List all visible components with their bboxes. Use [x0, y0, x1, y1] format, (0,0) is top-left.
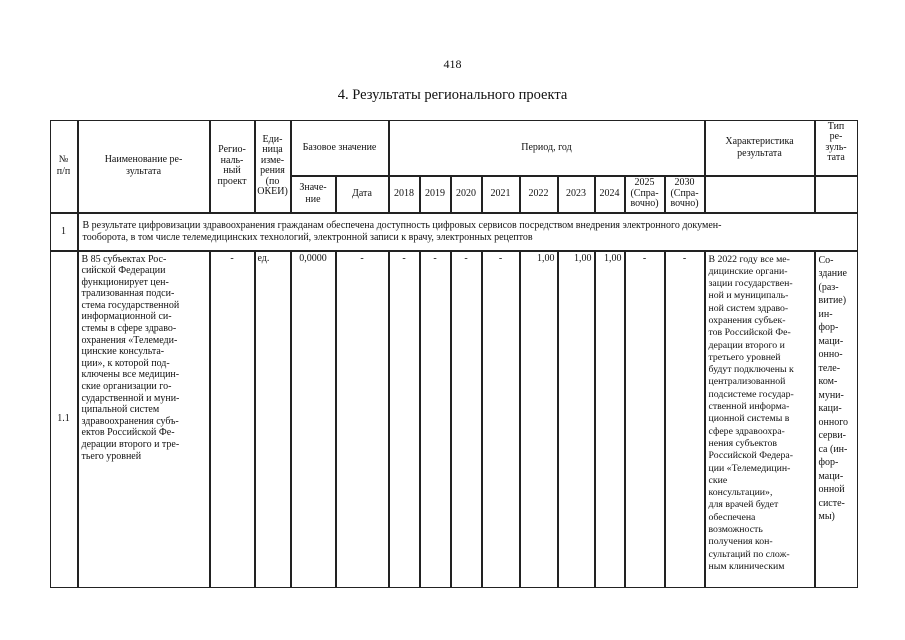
results-table — [50, 120, 858, 588]
row-year-2025: - — [625, 251, 665, 588]
row-base-val: 0,0000 — [291, 251, 336, 588]
header-year-2024: 2024 — [595, 176, 625, 213]
row-name: В 85 субъектах Рос- сийской Федерации функционирует цен- трализованная подси- стема государственной информационной си- стемы в сфере здраво- охранения «Телемеди- цинские консульта- ции», к которой под- ключены все медицин- ские организации го- сударственной и муни- ципальной систем здравоохранения субъ- ектов Российской Фе- дерации второго и тре- тьего уровней — [78, 251, 210, 588]
header-regional-project: Регио- наль- ный проект — [210, 120, 255, 213]
header-year-2019: 2019 — [420, 176, 451, 213]
row-year-2022: 1,00 — [520, 251, 558, 588]
row-year-2021: - — [482, 251, 520, 588]
section-row-number: 1 — [50, 213, 78, 251]
row-unit: ед. — [255, 251, 291, 588]
header-base-date: Дата — [336, 176, 389, 213]
row-type: Со- здание (раз- витие) ин- фор- маци- онно- теле- ком- муни- каци- онного серви- са (ин- фор- маци- онной систе- мы) — [815, 251, 858, 588]
section-row-text: В результате цифровизации здравоохранения гражданам обеспечена доступность цифровых сервисов посредством внедрения электронного докумен- тооборота, в том числе телемедицинских технологий, электронной записи к врачу, электронных рецептов — [78, 213, 858, 251]
header-year-2025: 2025 (Спра- вочно) — [625, 176, 665, 213]
header-unit: Еди- ница изме- рения (по ОКЕИ) — [255, 120, 291, 213]
header-characteristic-blank — [705, 176, 815, 213]
row-base-date: - — [336, 251, 389, 588]
header-year-2021: 2021 — [482, 176, 520, 213]
header-year-2022: 2022 — [520, 176, 558, 213]
header-type-blank — [815, 176, 858, 213]
header-base-val: Значе- ние — [291, 176, 336, 213]
row-year-2030: - — [665, 251, 705, 588]
header-type: Тип ре- зуль- тата — [815, 120, 858, 176]
row-year-2024: 1,00 — [595, 251, 625, 588]
header-characteristic: Характеристика результата — [705, 120, 815, 176]
row-regional-project: - — [210, 251, 255, 588]
header-num: № п/п — [50, 120, 78, 213]
row-year-2019: - — [420, 251, 451, 588]
header-year-2020: 2020 — [451, 176, 482, 213]
header-year-2018: 2018 — [389, 176, 420, 213]
row-year-2023: 1,00 — [558, 251, 595, 588]
page-number: 418 — [443, 57, 462, 71]
row-year-2020: - — [451, 251, 482, 588]
header-year-2023: 2023 — [558, 176, 595, 213]
section-title: 4. Результаты регионального проекта — [337, 87, 568, 103]
header-period: Период, год — [389, 120, 705, 176]
row-year-2018: - — [389, 251, 420, 588]
header-year-2030: 2030 (Спра- вочно) — [665, 176, 705, 213]
row-number: 1.1 — [50, 251, 78, 588]
header-name: Наименование ре- зультата — [78, 120, 210, 213]
row-characteristic: В 2022 году все ме- дицинские органи- зации государствен- ной и муниципаль- ной систем здраво- охранения субъек- тов Российской Фе- дерации второго и третьего уровней будут подключены к централизованной подсистеме государ- ственной информа- ционной системы в сфере здравоохра- нения субъектов Российской Федера- ции «Телемедицин- ские консультации», для врачей будет обеспечена возможность получения кон- сультаций по слож- ным клиническим — [705, 251, 815, 588]
header-base-value: Базовое значение — [291, 120, 389, 176]
